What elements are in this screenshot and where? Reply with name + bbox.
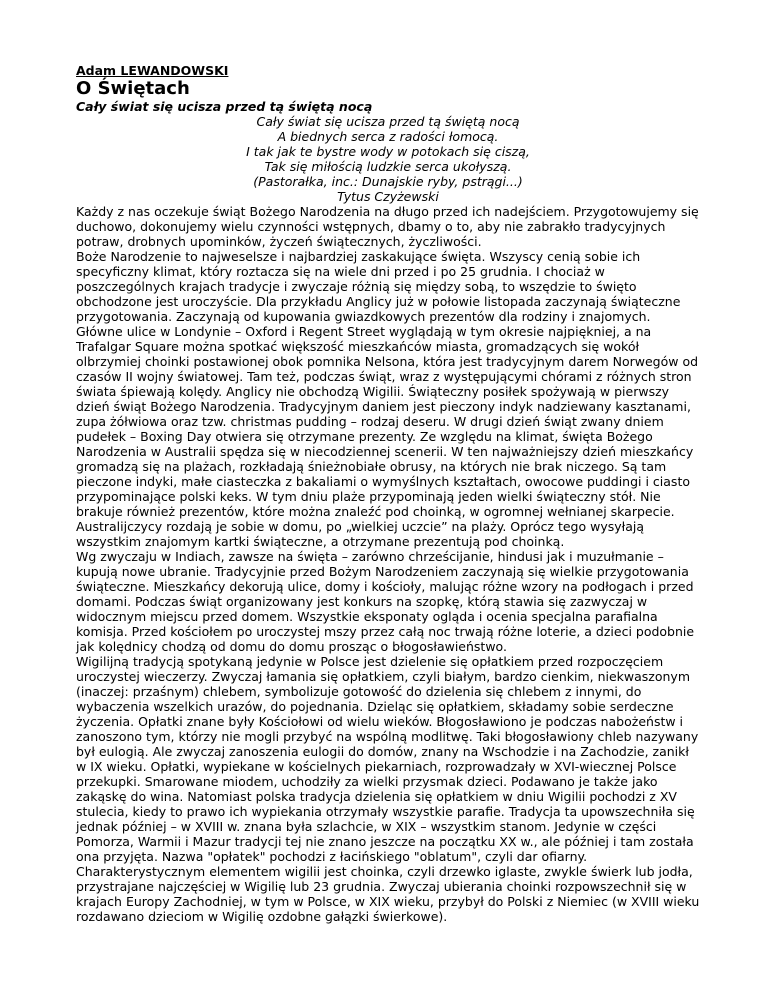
- poem-line: (Pastorałka, inc.: Dunajskie ryby, pstrągi...): [253, 174, 523, 189]
- body-paragraph: Każdy z nas oczekuje świąt Bożego Narodzenia na długo przed ich nadejściem. Przygotowujemy się duchowo, dokonujemy wielu czynności wstępnych, dbamy o to, aby nie zabrakło tradycyjnych potraw, drobnych upominków, życzeń świątecznych, życzliwości.: [76, 204, 699, 249]
- body-paragraph: Wigilijną tradycją spotykaną jedynie w Polsce jest dzielenie się opłatkiem przed rozpoczęciem uroczystej wieczerzy. Zwyczaj łamania się opłatkiem, czyli białym, bardzo cienkim, niekwaszonym (inaczej: przaśnym) chlebem, symbolizuje gotowość do dzielenia się chlebem z innymi, do wybaczenia wszelkich urazów, do pojednania. Dzieląc się opłatkiem, składamy sobie serdeczne życzenia. Opłatki znane były Kościołowi od wielu wieków. Błogosławiono je podczas nabożeństw i zanoszono tym, którzy nie mogli przybyć na wspólną modlitwę. Taki błogosławiony chleb nazywany był eulogią. Ale zwyczaj zanoszenia eulogii do domów, znany na Wschodzie i na Zachodzie, zanikł w IX wieku. Opłatki, wypiekane w kościelnych piekarniach, rozprowadzały w XVI-wiecznej Polsce przekupki. Smarowane miodem, uchodziły za wielki przysmak dzieci. Podawano je także jako zakąskę do wina. Natomiast polska tradycja dzielenia się opłatkiem w dniu Wigilii pochodzi z XV stulecia, kiedy to prawo ich wypiekania otrzymały wszystkie parafie. Tradycja ta upowszechniła się jednak później – w XVIII w. znana była szlachcie, w XIX – wszystkim stanom. Jedynie w części Pomorza, Warmii i Mazur tradycji tej nie znano jeszcze na początku XX w., ale później i tam została ona przyjęta. Nazwa "opłatek" pochodzi z łacińskiego "oblatum", czyli dar ofiarny.: [76, 654, 699, 864]
- poem-line: Cały świat się ucisza przed tą świętą nocą: [256, 114, 520, 129]
- document-page: [76, 64, 700, 924]
- poem-author: Tytus Czyżewski: [337, 189, 439, 204]
- body-paragraph: Boże Narodzenie to najweselsze i najbardziej zaskakujące święta. Wszyscy cenią sobie ich specyficzny klimat, który roztacza się na wiele dni przed i po 25 grudnia. I chociaż w poszczególnych krajach tradycje i zwyczaje różnią się między sobą, to wszędzie to święto obchodzone jest uroczyście. Dla przykładu Anglicy już w połowie listopada zaczynają świąteczne przygotowania. Zaczynają od kupowania gwiazdkowych prezentów dla rodziny i znajomych. Główne ulice w Londynie – Oxford i Regent Street wyglądają w tym okresie najpiękniej, a na Trafalgar Square można spotkać większość mieszkańców miasta, gromadzących się wokół olbrzymiej choinki postawionej obok pomnika Nelsona, która jest tradycyjnym darem Norwegów od czasów II wojny światowej. Tam też, podczas świąt, wraz z występującymi chórami z różnych stron świata śpiewają kolędy. Anglicy nie obchodzą Wigilii. Świąteczny posiłek spożywają w pierwszy dzień świąt Bożego Narodzenia. Tradycyjnym daniem jest pieczony indyk nadziewany kasztanami, zupa żółwiowa oraz tzw. christmas pudding – rodzaj deseru. W drugi dzień świąt zwany dniem pudełek – Boxing Day otwiera się otrzymane prezenty. Ze względu na klimat, święta Bożego Narodzenia w Australii spędza się w niecodziennej scenerii. W ten najważniejszy dzień mieszkańcy gromadzą się na plażach, rozkładają śnieżnobiałe obrusy, na których nie brak niczego. Są tam pieczone indyki, małe ciasteczka z bakaliami o wymyślnych kształtach, owocowe puddingi i ciasto przypominające polski keks. W tym dniu plaże przypominają jeden wielki świąteczny stół. Nie brakuje również prezentów, które można znaleźć pod choinką, w ogromnej wełnianej skarpecie. Australijczycy rozdają je sobie w domu, po „wielkiej uczcie” na plaży. Oprócz tego wysyłają wszystkim znajomym kartki świąteczne, a otrzymane prezentują pod choinką.: [76, 249, 699, 549]
- body-paragraph: Charakterystycznym elementem wigilii jest choinka, czyli drzewko iglaste, zwykle świerk lub jodła, przystrajane najczęściej w Wigilię lub 23 grudnia. Zwyczaj ubierania choinki rozpowszechnił się w krajach Europy Zachodniej, w tym w Polsce, w XIX wieku, przybył do Polski z Niemiec (w XVIII wieku rozdawano dzieciom w Wigilię ozdobne gałązki świerkowe).: [76, 864, 700, 924]
- poem-epigraph: [76, 114, 700, 204]
- poem-line: Tak się miłością ludzkie serca ukołyszą.: [264, 159, 512, 174]
- document-title: O Świętach: [76, 78, 190, 99]
- document-subtitle: Cały świat się ucisza przed tą świętą nocą: [76, 99, 373, 114]
- author-name: Adam LEWANDOWSKI: [76, 63, 229, 78]
- body-paragraph: Wg zwyczaju w Indiach, zawsze na święta – zarówno chrześcijanie, hindusi jak i muzułmanie – kupują nowe ubranie. Tradycyjnie przed Bożym Narodzeniem zaczynają się wielkie przygotowania świąteczne. Mieszkańcy dekorują ulice, domy i kościoły, malując różne wzory na podłogach i przed domami. Podczas świąt organizowany jest konkurs na szopkę, którą stawia się zazwyczaj w widocznym miejscu przed domem. Wszystkie eksponaty ogląda i ocenia specjalna parafialna komisja. Przed kościołem po uroczystej mszy przez całą noc trwają różne loterie, a dzieci podobnie jak kolędnicy chodzą od domu do domu prosząc o błogosławieństwo.: [76, 549, 695, 654]
- poem-line: A biednych serca z radości łomocą.: [277, 129, 499, 144]
- poem-line: I tak jak te bystre wody w potokach się ciszą,: [246, 144, 530, 159]
